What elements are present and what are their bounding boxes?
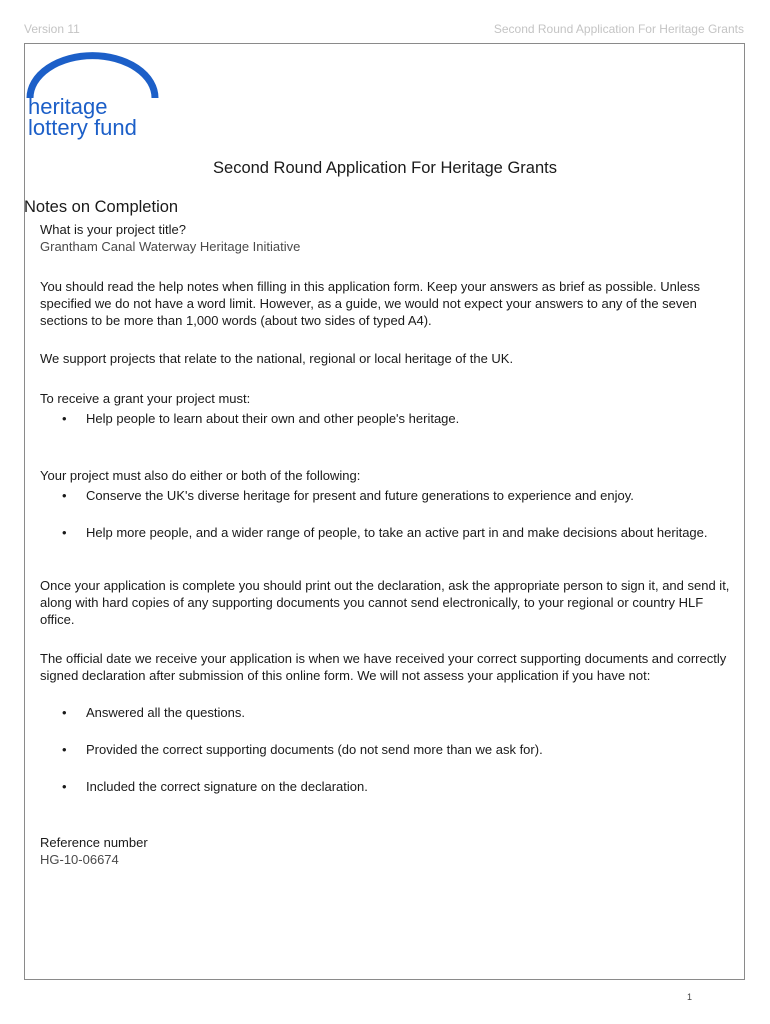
heritage-lottery-fund-logo [25,52,165,140]
page-number: 1 [686,992,692,1002]
logo-arc-icon [25,52,165,140]
list-item: • Answered all the questions. [62,705,245,720]
list-item: • Help people to learn about their own and other people's heritage. [62,411,460,426]
bullet-icon: • [62,488,67,503]
reference-number-value: HG-10-06674 [40,852,119,867]
also-requirement-paragraph: Your project must also do either or both of the following: [40,468,361,483]
version-label: Version 11 [24,22,80,36]
logo-line1: heritage [28,94,108,119]
logo-line2: lottery fund [28,115,137,140]
help-notes-paragraph: You should read the help notes when filling in this application form. Keep your answers as brief as possible. Unless specified we do not have a word limit. However, as a guide, we would not expect your answers to any of the seven sections to be more than 1,000 words (about two sides of typed A4). [40,279,701,328]
project-title-value: Grantham Canal Waterway Heritage Initiative [40,239,301,254]
submission-paragraph: Once your application is complete you should print out the declaration, ask the appropriate person to sign it, and send it, along with hard copies of any supporting documents you cannot send electronically, to your regional or country HLF office. [40,578,730,627]
bullet-icon: • [62,525,67,540]
list-item: • Provided the correct supporting documents (do not send more than we ask for). [62,742,543,757]
heritage-support-paragraph: We support projects that relate to the national, regional or local heritage of the UK. [40,351,514,366]
grant-requirement-paragraph: To receive a grant your project must: [40,391,251,406]
bullet-icon: • [62,411,67,426]
page-title: Second Round Application For Heritage Grants [213,159,557,177]
list-item: • Conserve the UK's diverse heritage for present and future generations to experience and enjoy. [62,488,634,503]
reference-number-label: Reference number [40,835,148,850]
notes-heading: Notes on Completion [24,198,179,216]
list-item: • Included the correct signature on the declaration. [62,779,368,794]
bullet-icon: • [62,742,67,757]
list-item: • Help more people, and a wider range of people, to take an active part in and make decisions about heritage. [62,525,708,540]
official-date-paragraph: The official date we receive your application is when we have received your correct supporting documents and correctly signed declaration after submission of this online form. We will not assess your application if you have not: [40,651,727,683]
bullet-icon: • [62,779,67,794]
project-title-label: What is your project title? [40,222,186,237]
running-header-title: Second Round Application For Heritage Grants [493,22,744,36]
bullet-icon: • [62,705,67,720]
